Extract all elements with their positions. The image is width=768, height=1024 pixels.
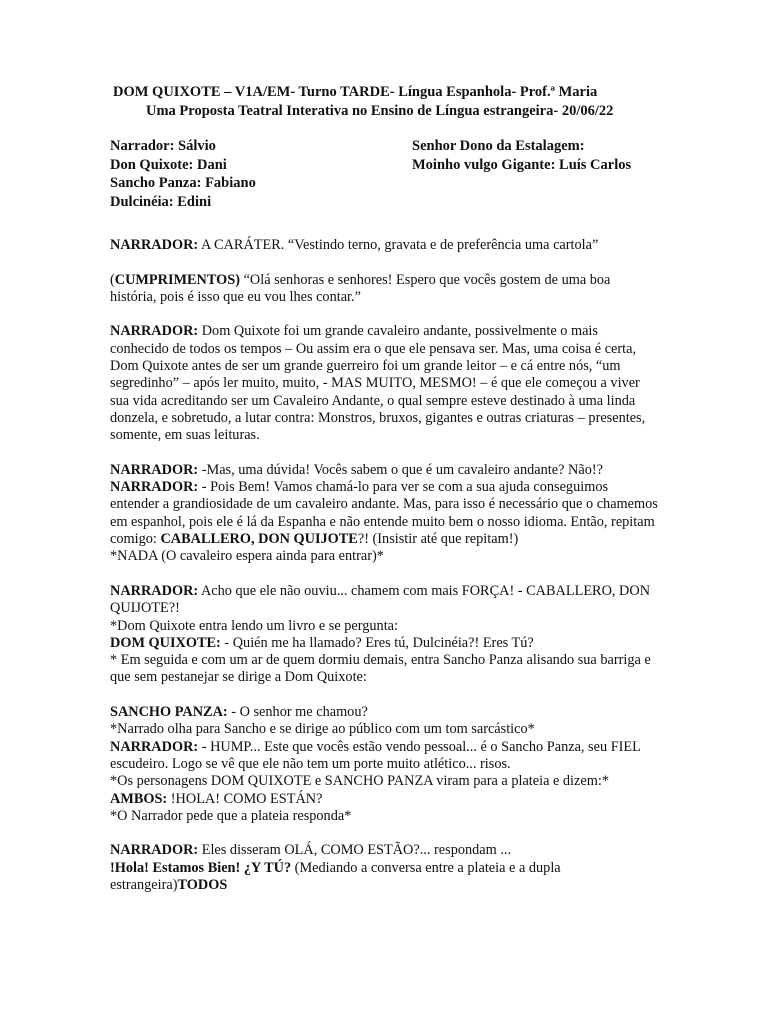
stage-direction: *Os personagens DOM QUIXOTE e SANCHO PANZA viram para a plateia e dizem:*: [110, 773, 609, 790]
line-text: - O senhor me chamou?: [227, 704, 368, 721]
speaker-label: CUMPRIMENTOS): [114, 271, 240, 288]
cast-sancho-panza: Sancho Panza: Fabiano: [110, 175, 256, 191]
speaker-label: NARRADOR:: [110, 582, 199, 599]
script-paragraph: [110, 704, 658, 721]
script-paragraph: [110, 635, 658, 652]
line-text: !HOLA! COMO ESTÁN?: [167, 790, 323, 807]
line-text: -Mas, uma dúvida! Vocês sabem o que é um cavaleiro andante? Não!?: [198, 461, 603, 478]
stage-direction: *Narrado olha para Sancho e se dirige ao público com um tom sarcástico*: [110, 721, 535, 738]
cast-list-right: [412, 137, 631, 174]
speaker-label: NARRADOR:: [110, 461, 199, 478]
speaker-label: AMBOS:: [110, 790, 168, 807]
line-text: (: [110, 271, 115, 288]
line-text: ?! (Insistir até que repitam!): [357, 531, 519, 548]
speaker-label: NARRADOR:: [110, 842, 199, 859]
speaker-label: NARRADOR:: [110, 479, 199, 496]
script-paragraph: [110, 791, 658, 808]
script-paragraph: [110, 860, 658, 895]
emphasis-text: CABALLERO, DON QUIJOTE: [160, 531, 358, 548]
speaker-label: NARRADOR:: [110, 323, 199, 340]
line-text: - Pois Bem! Vamos chamá-lo para ver se com a sua ajuda conseguimos entender a grandiosidade de um cavaleiro andante. Mas, para isso é necessário que o chamemos em espanhol, pois ele é lá da Espanha e não entende muito bem o nosso idioma. Então, repitam comigo:: [110, 479, 658, 548]
cast-dono-estalagem: Senhor Dono da Estalagem:: [412, 138, 585, 154]
speaker-label: NARRADOR:: [110, 738, 199, 755]
stage-direction: *O Narrador pede que a plateia responda*: [110, 807, 352, 824]
script-paragraph: [110, 462, 658, 479]
document-subtitle: Uma Proposta Teatral Interativa no Ensino de Língua estrangeira- 20/06/22: [146, 103, 614, 119]
line-text: - HUMP... Este que vocês estão vendo pessoal... é o Sancho Panza, seu FIEL escudeiro. Logo se vê que ele não tem um porte muito atlético... risos.: [110, 738, 641, 772]
speaker-label: NARRADOR:: [110, 237, 199, 253]
line-text: (Mediando a conversa entre a plateia e a dupla estrangeira): [110, 859, 561, 893]
speaker-label: SANCHO PANZA:: [110, 704, 228, 721]
document-title: DOM QUIXOTE – V1A/EM- Turno TARDE- Língua Espanhola- Prof.ª Maria: [113, 84, 598, 100]
script-body: [110, 237, 658, 894]
cast-moinho-gigante: Moinho vulgo Gigante: Luís Carlos: [412, 156, 632, 173]
emphasis-text: TODOS: [177, 876, 228, 893]
speaker-label: DOM QUIXOTE:: [110, 634, 221, 651]
stage-direction: * Em seguida e com um ar de quem dormiu demais, entra Sancho Panza alisando sua barriga e que sem pestanejar se dirige a Dom Quixote:: [110, 652, 651, 686]
stage-direction: *NADA (O cavaleiro espera ainda para entrar)*: [110, 548, 384, 565]
line-text: Acho que ele não ouviu... chamem com mais FORÇA! - CABALLERO, DON QUIJOTE?!: [110, 582, 651, 617]
emphasis-text: !Hola! Estamos Bien! ¿Y TÚ?: [110, 859, 292, 876]
cast-list-left: [110, 137, 256, 211]
line-text: Dom Quixote foi um grande cavaleiro andante, possivelmente o mais conhecido de todos os tempos – Ou assim era o que ele pensava ser. Mas, uma coisa é certa, Dom Quixote antes de ser um grande guerreiro foi um grande leitor – e cá entre nós, “um segredinho” – após ler muito, muito, - MAS MUITO, MESMO! – é que ele começou a viver sua vida acreditando ser um Cavaleiro Andante, o qual sempre esteve destinado à uma linda donzela, e sobretudo, a lutar contra: Monstros, bruxos, gigantes e outras criaturas – presentes, somente, em suas leituras.: [110, 323, 646, 444]
line-text: A CARÁTER. “Vestindo terno, gravata e de preferência uma cartola”: [198, 237, 599, 253]
script-paragraph: [110, 479, 658, 548]
script-paragraph: [110, 237, 658, 254]
script-paragraph: [110, 583, 658, 618]
cast-don-quixote: Don Quixote: Dani: [110, 156, 227, 173]
stage-direction: *Dom Quixote entra lendo um livro e se pergunta:: [110, 617, 398, 634]
script-paragraph: [110, 272, 658, 307]
cast-narrador: Narrador: Sálvio: [110, 138, 216, 154]
script-paragraph: [110, 323, 658, 444]
line-text: Eles disseram OLÁ, COMO ESTÃO?... respondam ...: [198, 842, 512, 859]
script-paragraph: [110, 842, 658, 859]
line-text: “Olá senhoras e senhores! Espero que vocês gostem de uma boa história, pois é isso que eu vou lhes contar.”: [110, 271, 611, 305]
script-paragraph: [110, 739, 658, 774]
line-text: - Quién me ha llamado? Eres tú, Dulcinéia?! Eres Tú?: [220, 634, 534, 651]
cast-dulcineia: Dulcinéia: Edini: [110, 193, 212, 210]
